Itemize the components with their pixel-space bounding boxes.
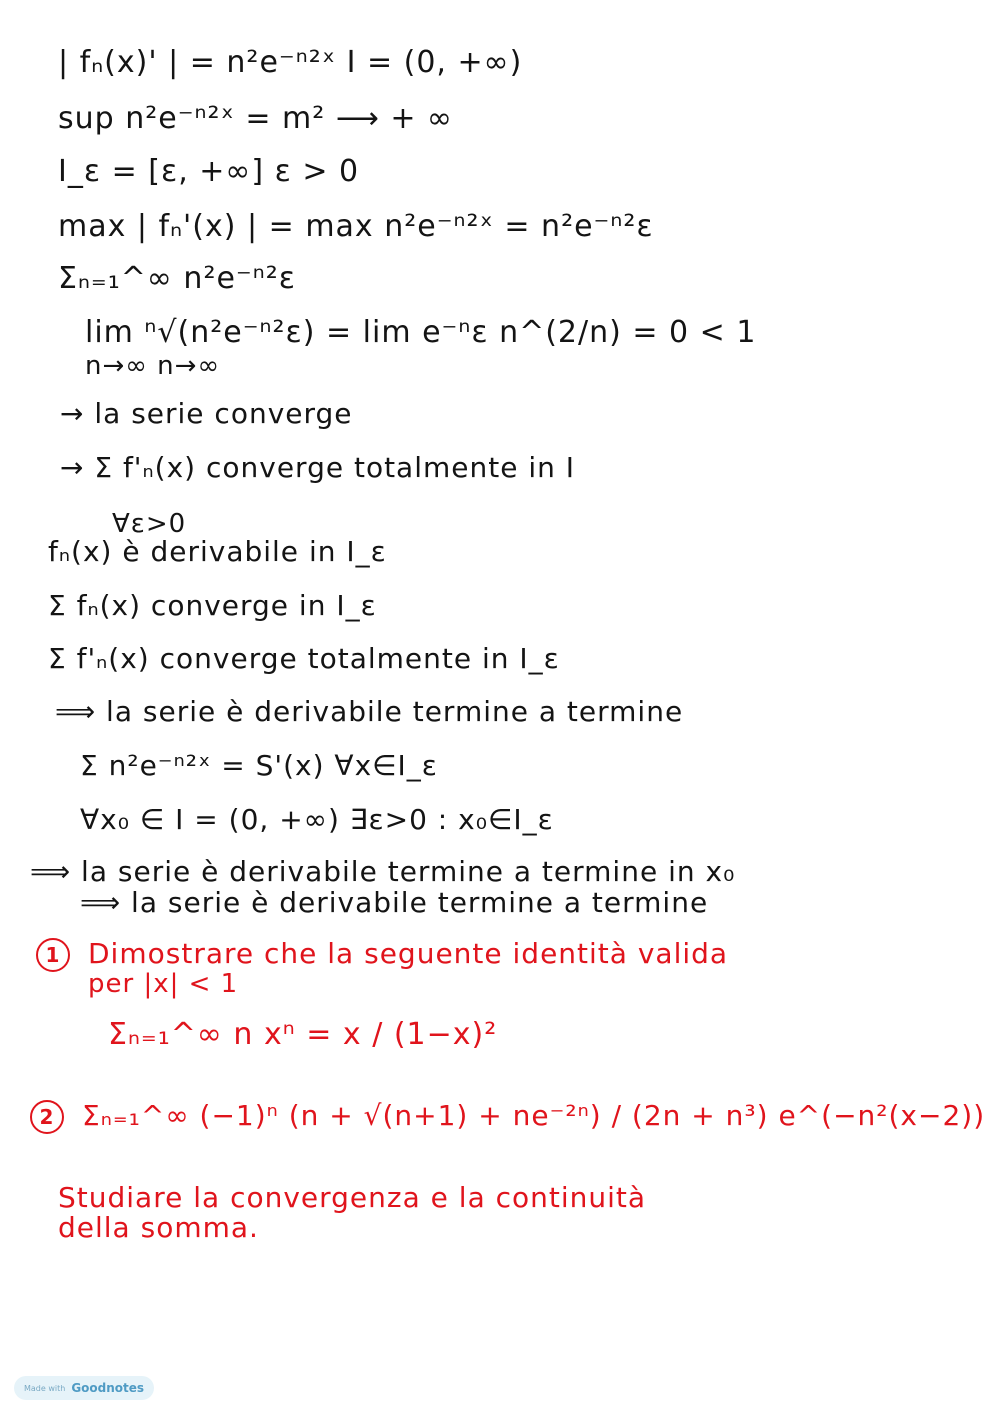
goodnotes-badge[interactable]: [14, 1376, 154, 1400]
note-line-18: ⟹ la serie è derivabile termine a termine: [80, 886, 709, 919]
goodnotes-logo: Goodnotes: [71, 1381, 145, 1395]
exercise-2-number: 2: [30, 1100, 64, 1134]
note-line-11: fₙ(x) è derivabile in I_ε: [48, 535, 387, 568]
note-line-16: ∀x₀ ∈ I = (0, +∞) ∃ε>0 : x₀∈I_ε: [80, 803, 554, 836]
note-line-17: ⟹ la serie è derivabile termine a termine in x₀: [30, 855, 736, 888]
note-line-10: ∀ε>0: [112, 509, 187, 539]
note-line-4: max | fₙ'(x) | = max n²e⁻ⁿ²ˣ = n²e⁻ⁿ²ε: [58, 209, 654, 244]
note-line-6: lim ⁿ√(n²e⁻ⁿ²ε) = lim e⁻ⁿε n^(2/n) = 0 < 1: [85, 315, 757, 350]
exercise-2-instruction-1: Studiare la convergenza e la continuità: [58, 1181, 647, 1214]
exercise-1-condition: per |x| < 1: [88, 969, 239, 999]
note-line-2: sup n²e⁻ⁿ²ˣ = m² ⟶ + ∞: [58, 101, 454, 136]
note-line-13: Σ f'ₙ(x) converge totalmente in I_ε: [48, 642, 560, 675]
note-line-15: Σ n²e⁻ⁿ²ˣ = S'(x) ∀x∈I_ε: [80, 749, 438, 782]
exercise-1-text: Dimostrare che la seguente identità valida: [88, 937, 729, 970]
exercise-2-formula: Σₙ₌₁^∞ (−1)ⁿ (n + √(n+1) + ne⁻²ⁿ) / (2n + n³) e^(−n²(x−2)): [82, 1099, 986, 1132]
exercise-1-number: 1: [36, 938, 70, 972]
note-line-3: I_ε = [ε, +∞] ε > 0: [58, 154, 360, 189]
exercise-2-heading: [30, 1100, 985, 1134]
note-line-9: → Σ f'ₙ(x) converge totalmente in I: [60, 451, 576, 484]
made-with-label: Made with: [24, 1383, 66, 1393]
note-line-8: → la serie converge: [60, 397, 353, 430]
exercise-1-formula: Σₙ₌₁^∞ n xⁿ = x / (1−x)²: [108, 1017, 498, 1052]
note-line-7: n→∞ n→∞: [85, 351, 221, 381]
note-line-5: Σₙ₌₁^∞ n²e⁻ⁿ²ε: [58, 261, 296, 296]
note-line-14: ⟹ la serie è derivabile termine a termine: [55, 695, 684, 728]
exercise-1-heading: [36, 938, 728, 972]
note-line-12: Σ fₙ(x) converge in I_ε: [48, 589, 377, 622]
note-line-1: | fₙ(x)' | = n²e⁻ⁿ²ˣ I = (0, +∞): [58, 45, 523, 80]
exercise-2-instruction-2: della somma.: [58, 1211, 259, 1244]
